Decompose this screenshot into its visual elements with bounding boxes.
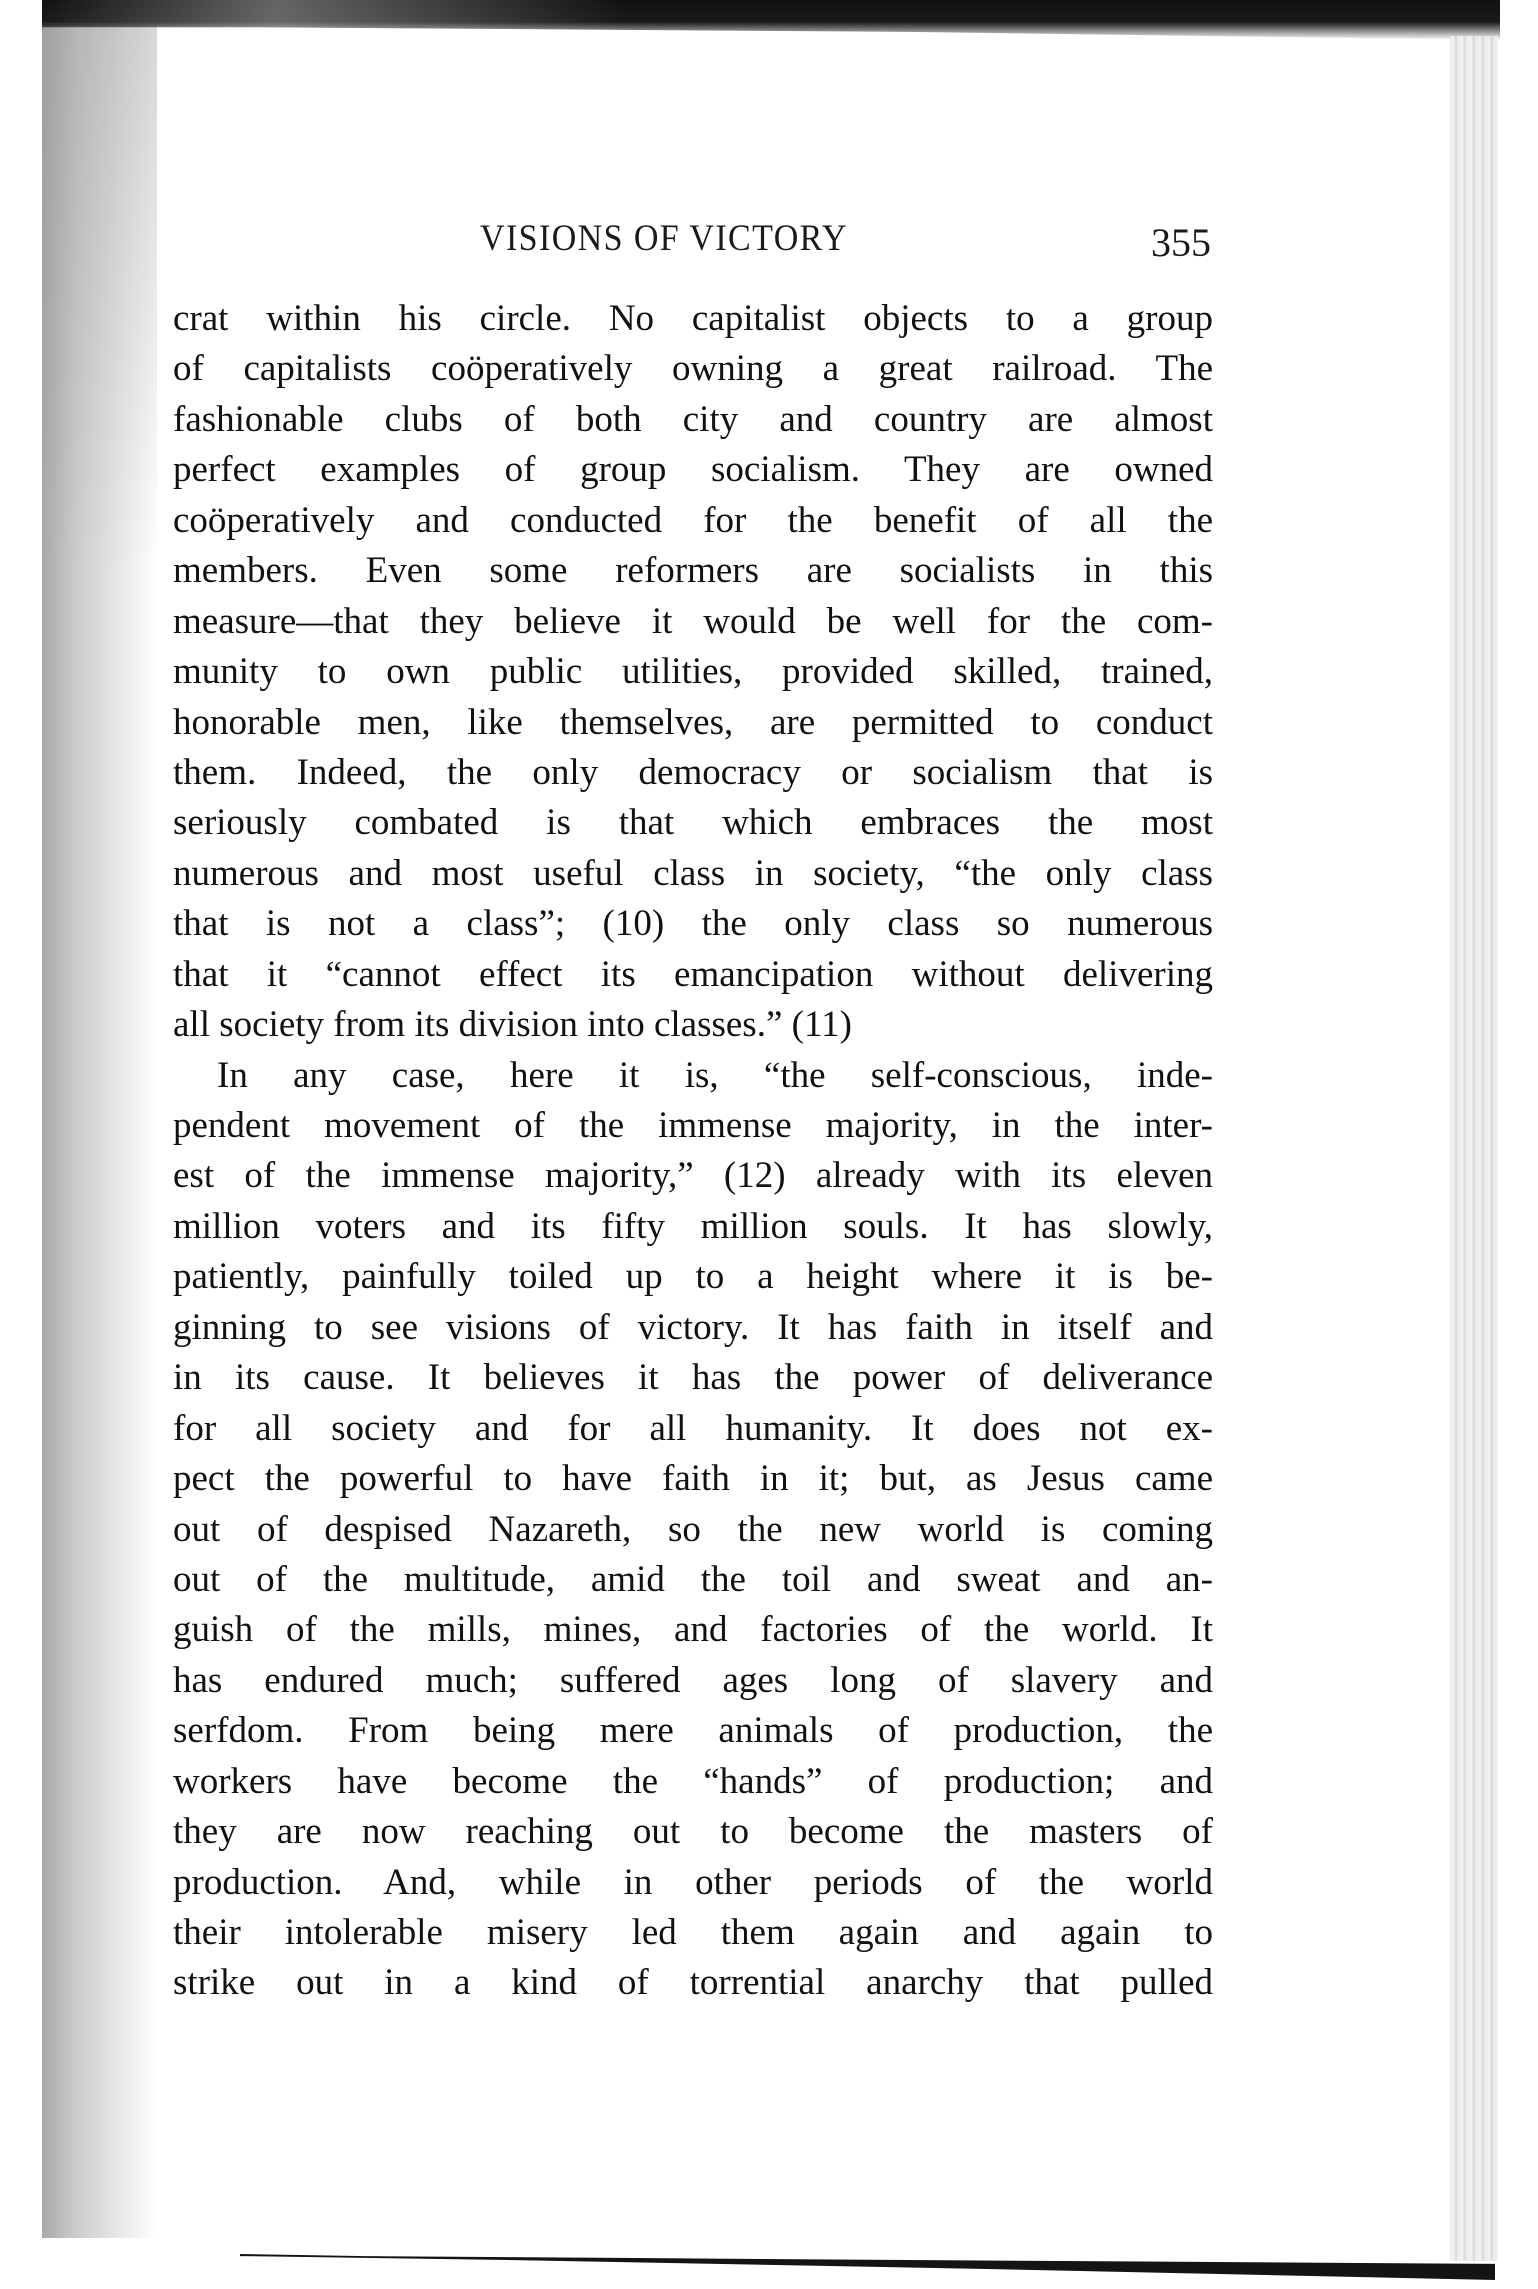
text-line: out of despised Nazareth, so the new world is coming [173,1508,1213,1550]
page-number: 355 [1151,220,1211,265]
text-line: members. Even some reformers are socialists in this [173,550,1213,592]
paragraph-start-line: In any case, here it is, “the self-conscious, inde- [217,1054,1213,1096]
text-line: in its cause. It believes it has the power of deliverance [173,1357,1213,1399]
text-line: them. Indeed, the only democracy or socialism that is [173,751,1213,793]
text-line: guish of the mills, mines, and factories of the world. It [173,1609,1213,1651]
text-line: fashionable clubs of both city and country are almost [173,398,1213,440]
text-line: pect the powerful to have faith in it; but, as Jesus came [173,1458,1213,1500]
text-line: perfect examples of group socialism. They are owned [173,449,1213,491]
text-line: that it “cannot effect its emancipation without delivering [173,953,1213,995]
text-line: million voters and its fifty million souls. It has slowly, [173,1205,1213,1247]
body-text [173,294,1213,2009]
text-line: production. And, while in other periods of the world [173,1861,1213,1903]
text-line: that is not a class”; (10) the only class so numerous [173,903,1213,945]
text-line: crat within his circle. No capitalist objects to a group [173,298,1213,339]
text-line: numerous and most useful class in society, “the only class [173,852,1213,894]
scan-bottom-edge [240,2254,1495,2280]
scan-left-shadow [42,24,157,2238]
scan-top-edge [42,0,1500,40]
scan-right-shadow [1450,36,1498,2261]
text-line: honorable men, like themselves, are permitted to conduct [173,701,1213,743]
text-line: their intolerable misery led them again and again to [173,1912,1213,1953]
text-line: out of the multitude, amid the toil and sweat and an- [173,1558,1213,1600]
text-line: has endured much; suffered ages long of slavery and [173,1659,1213,1701]
paragraph-end-line: all society from its division into classes.” (11) [173,1004,852,1046]
text-line: they are now reaching out to become the masters of [173,1811,1213,1853]
text-line: est of the immense majority,” (12) already with its eleven [173,1155,1213,1197]
chapter-title: VISIONS OF VICTORY [480,218,848,259]
text-line: serfdom. From being mere animals of production, the [173,1710,1213,1752]
text-line: seriously combated is that which embraces the most [173,802,1213,844]
text-line: workers have become the “hands” of production; and [173,1760,1213,1802]
text-line: for all society and for all humanity. It does not ex- [173,1407,1213,1449]
text-line: measure—that they believe it would be well for the com- [173,600,1213,642]
text-line: of capitalists coöperatively owning a great railroad. The [173,348,1213,390]
text-line: ginning to see visions of victory. It has faith in itself and [173,1306,1213,1348]
running-head [173,214,1213,264]
text-line: munity to own public utilities, provided skilled, trained, [173,651,1213,693]
text-line: pendent movement of the immense majority, in the inter- [173,1105,1213,1146]
text-line: patiently, painfully toiled up to a height where it is be- [173,1256,1213,1298]
text-line: coöperatively and conducted for the benefit of all the [173,499,1213,541]
text-line: strike out in a kind of torrential anarchy that pulled [173,1962,1213,2004]
